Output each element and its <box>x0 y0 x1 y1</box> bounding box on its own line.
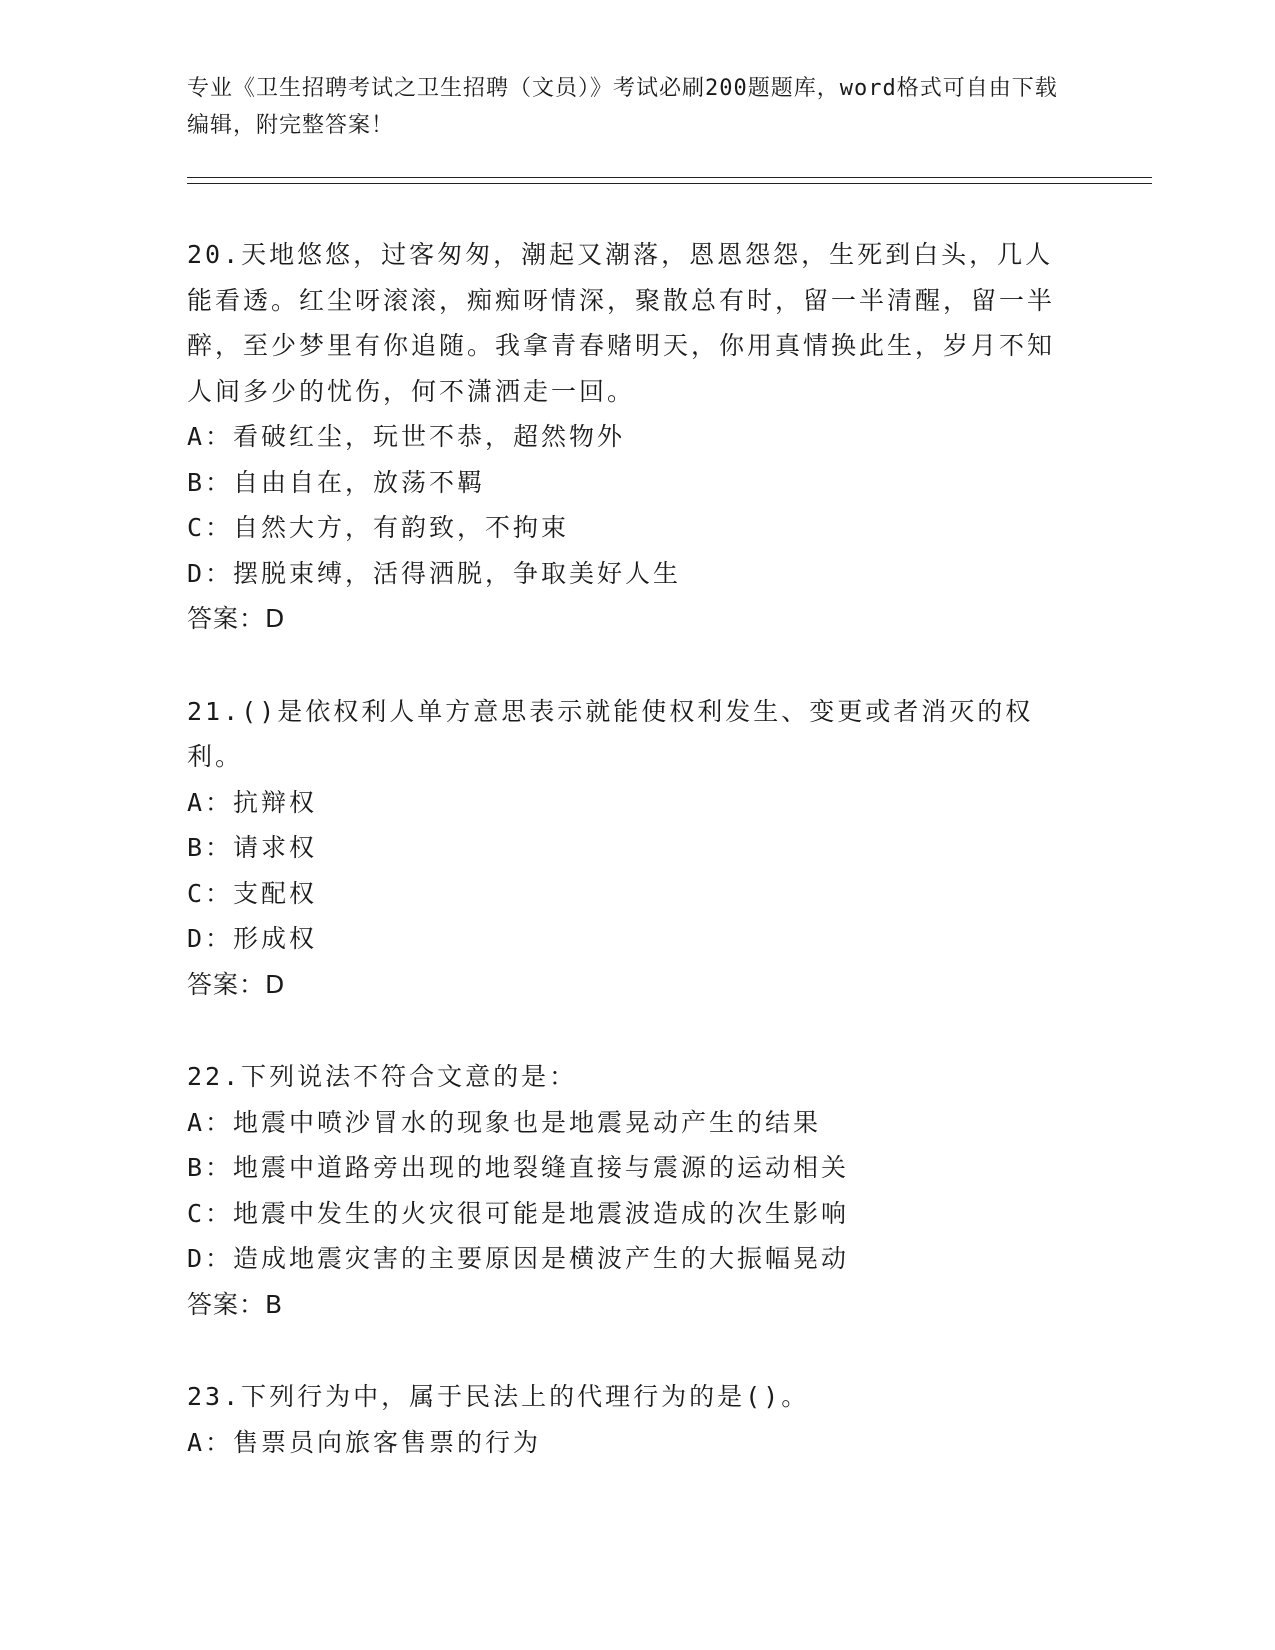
question-stem: 23.下列行为中，属于民法上的代理行为的是()。 <box>187 1382 810 1411</box>
question-21 <box>187 689 1067 1008</box>
option-b: B：请求权 <box>187 833 318 862</box>
header-divider-top <box>187 177 1152 178</box>
option-c: C：自然大方，有韵致，不拘束 <box>187 513 570 542</box>
question-22 <box>187 1054 1067 1327</box>
question-23 <box>187 1374 1067 1465</box>
question-list <box>187 232 1067 1512</box>
option-b: B：地震中道路旁出现的地裂缝直接与震源的运动相关 <box>187 1153 850 1182</box>
option-a: A：看破红尘，玩世不恭，超然物外 <box>187 422 626 451</box>
document-header: 专业《卫生招聘考试之卫生招聘（文员）》考试必刷200题题库，word格式可自由下载编辑，附完整答案！ <box>187 76 1058 138</box>
option-a: A：地震中喷沙冒水的现象也是地震晃动产生的结果 <box>187 1107 822 1137</box>
option-c: C：地震中发生的火灾很可能是地震波造成的次生影响 <box>187 1198 850 1228</box>
question-stem: 22.下列说法不符合文意的是： <box>187 1062 578 1091</box>
question-20 <box>187 232 1067 642</box>
answer: 答案：D <box>187 969 286 999</box>
question-stem: 20.天地悠悠，过客匆匆，潮起又潮落，恩恩怨怨，生死到白头，几人能看透。红尘呀滚滚，痴痴呀情深，聚散总有时，留一半清醒，留一半醉，至少梦里有你追随。我拿青春赌明天，你用真情换此生，岁月不知人间多少的忧伤，何不潇洒走一回。 <box>187 240 1056 406</box>
option-d: D：摆脱束缚，活得洒脱，争取美好人生 <box>187 558 682 588</box>
option-a: A：抗辩权 <box>187 787 318 817</box>
option-b: B：自由自在，放荡不羁 <box>187 467 486 497</box>
answer: 答案：B <box>187 1289 284 1319</box>
option-d: D：造成地震灾害的主要原因是横波产生的大振幅晃动 <box>187 1244 850 1273</box>
option-d: D：形成权 <box>187 924 318 953</box>
option-c: C：支配权 <box>187 878 318 908</box>
question-stem: 21.()是依权利人单方意思表示就能使权利发生、变更或者消灭的权利。 <box>187 696 1034 771</box>
answer: 答案：D <box>187 604 286 633</box>
header-divider-bottom <box>187 183 1152 184</box>
option-a: A：售票员向旅客售票的行为 <box>187 1427 542 1457</box>
